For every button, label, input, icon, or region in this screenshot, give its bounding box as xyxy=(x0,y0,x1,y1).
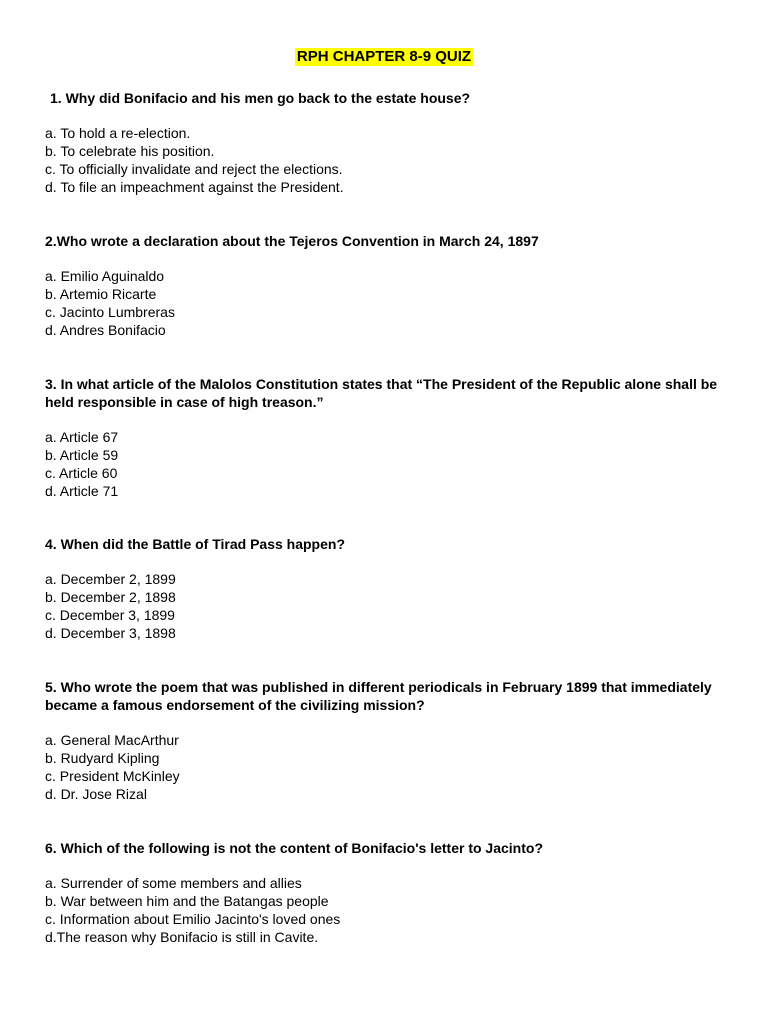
question-text: 2.Who wrote a declaration about the Tejeros Convention in March 24, 1897 xyxy=(45,233,539,249)
question-text: 4. When did the Battle of Tirad Pass happen? xyxy=(45,536,346,552)
option-a: a. Article 67 xyxy=(45,429,119,445)
question-2 xyxy=(45,232,725,339)
question-6 xyxy=(45,839,725,946)
option-a: a. December 2, 1899 xyxy=(45,571,176,587)
option-b: b. Rudyard Kipling xyxy=(45,750,160,766)
question-text: 1. Why did Bonifacio and his men go back to the estate house? xyxy=(50,90,471,106)
title-wrap xyxy=(0,48,768,66)
option-b: b. Artemio Ricarte xyxy=(45,286,157,302)
option-c: c. To officially invalidate and reject the elections. xyxy=(45,161,343,177)
option-d: d.The reason why Bonifacio is still in Cavite. xyxy=(45,929,319,945)
option-c: c. Information about Emilio Jacinto's loved ones xyxy=(45,911,341,927)
option-a: a. To hold a re-election. xyxy=(45,125,191,141)
page-title: RPH CHAPTER 8-9 QUIZ xyxy=(296,48,472,65)
options-list xyxy=(45,124,725,196)
option-b: b. Article 59 xyxy=(45,447,119,463)
option-c: c. December 3, 1899 xyxy=(45,607,175,623)
question-4 xyxy=(45,535,725,642)
question-text: 3. In what article of the Malolos Constitution states that “The President of the Republic alone shall be held responsible in case of high treason.” xyxy=(45,376,718,410)
option-c: c. President McKinley xyxy=(45,768,180,784)
options-list xyxy=(45,570,725,642)
option-a: a. Surrender of some members and allies xyxy=(45,875,302,891)
option-a: a. Emilio Aguinaldo xyxy=(45,268,165,284)
option-b: b. December 2, 1898 xyxy=(45,589,176,605)
question-3 xyxy=(45,375,725,500)
question-text: 6. Which of the following is not the content of Bonifacio's letter to Jacinto? xyxy=(45,840,543,856)
options-list xyxy=(45,731,725,803)
options-list xyxy=(45,874,725,946)
option-c: c. Jacinto Lumbreras xyxy=(45,304,175,320)
option-d: d. Andres Bonifacio xyxy=(45,322,166,338)
option-a: a. General MacArthur xyxy=(45,732,179,748)
question-1 xyxy=(45,89,725,196)
option-d: d. Dr. Jose Rizal xyxy=(45,786,147,802)
option-c: c. Article 60 xyxy=(45,465,118,481)
option-b: b. To celebrate his position. xyxy=(45,143,215,159)
options-list xyxy=(45,428,725,500)
question-5 xyxy=(45,678,725,803)
option-d: d. Article 71 xyxy=(45,483,119,499)
option-b: b. War between him and the Batangas people xyxy=(45,893,329,909)
question-text: 5. Who wrote the poem that was published in different periodicals in February 1899 that immediately became a famous endorsement of the civilizing mission? xyxy=(45,679,712,713)
option-d: d. To file an impeachment against the President. xyxy=(45,179,344,195)
options-list xyxy=(45,267,725,339)
option-d: d. December 3, 1898 xyxy=(45,625,176,641)
